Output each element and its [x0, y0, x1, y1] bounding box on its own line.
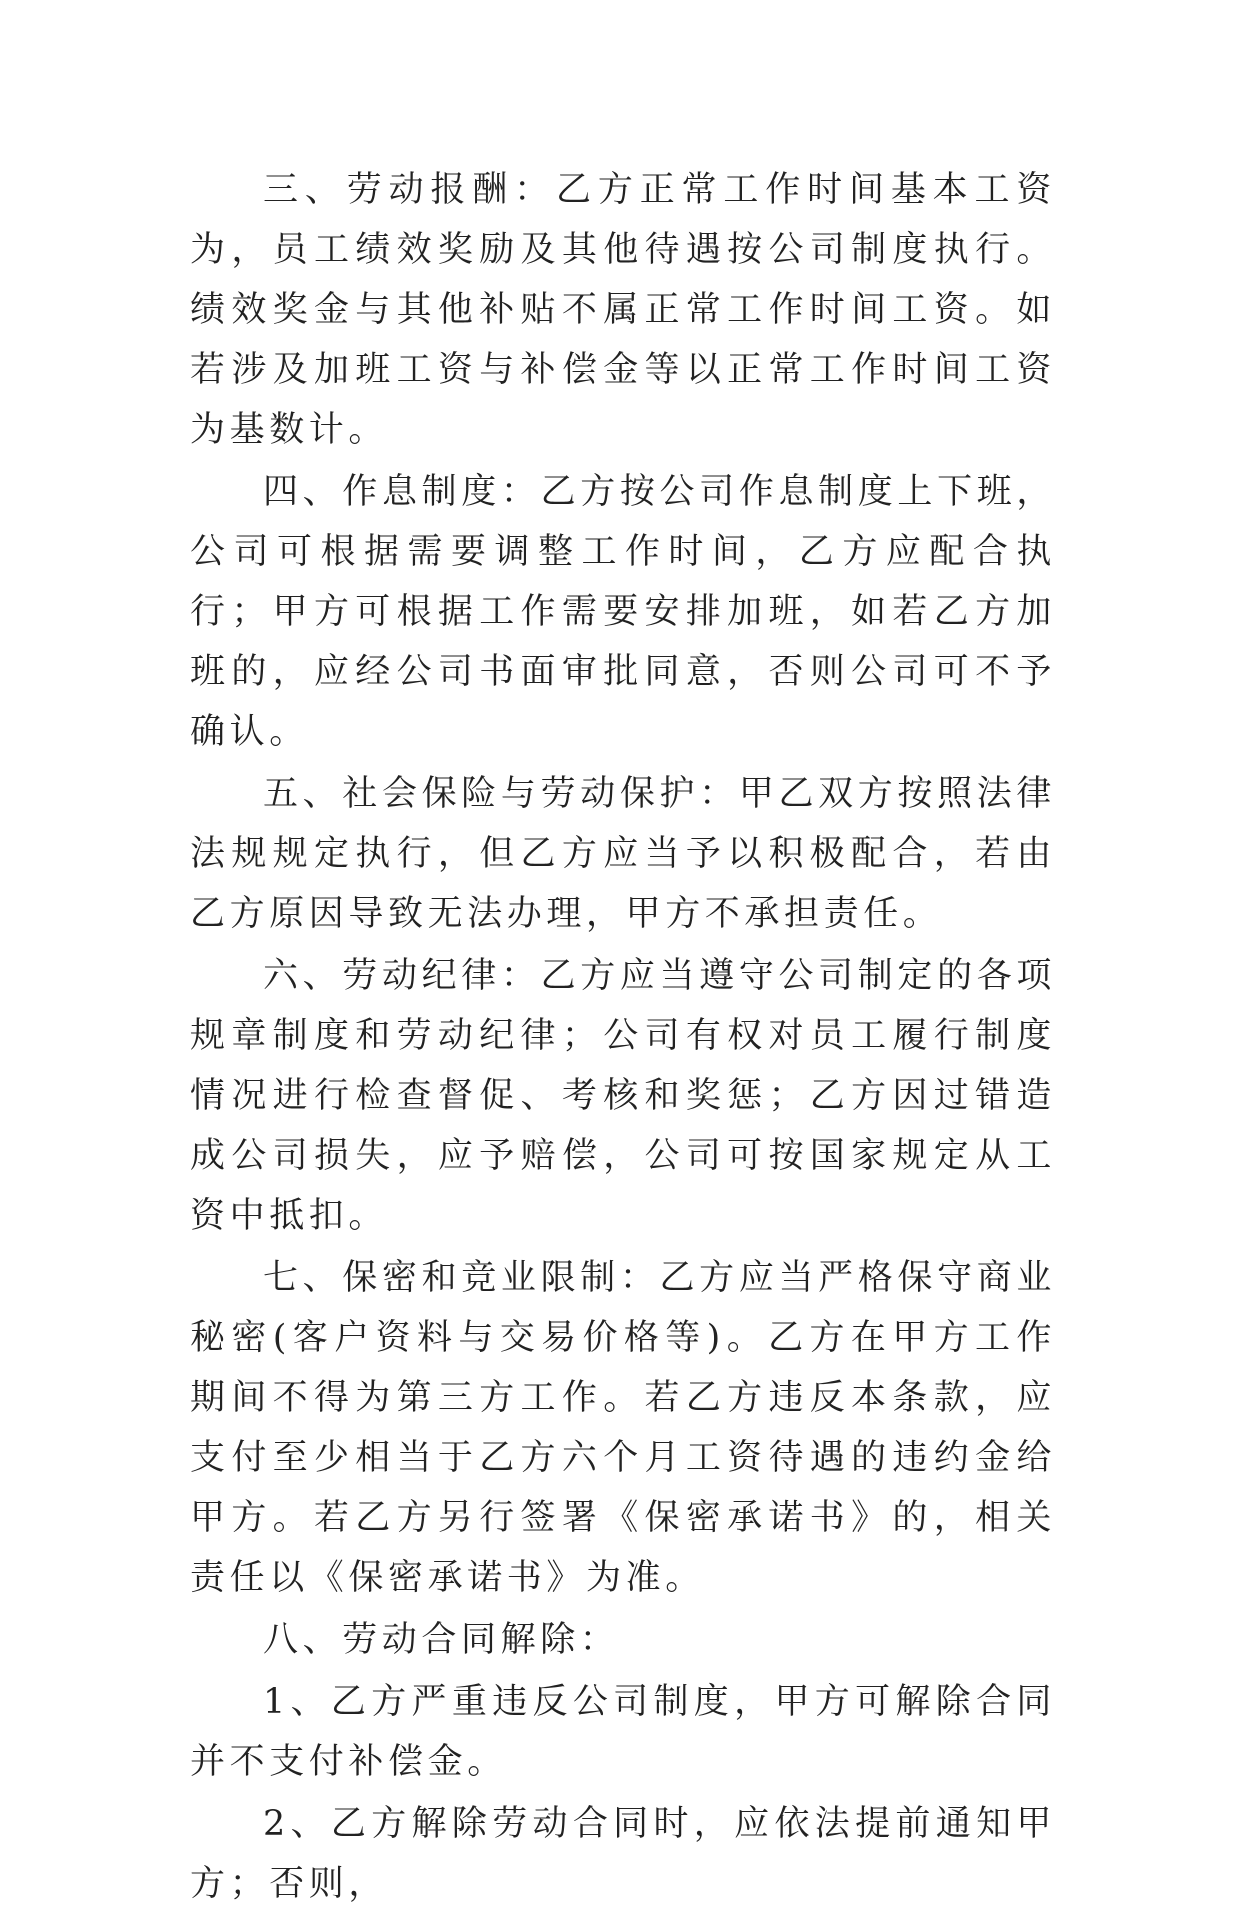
paragraph-work-schedule: 四、作息制度：乙方按公司作息制度上下班，公司可根据需要调整工作时间，乙方应配合执行；甲方可根据工作需要安排加班，如若乙方加班的，应经公司书面审批同意，否则公司可不予确认。: [190, 472, 1056, 752]
paragraph-termination-item-1: 1、乙方严重违反公司制度，甲方可解除合同并不支付补偿金。: [190, 1682, 1056, 1782]
paragraph-termination-item-2: 2、乙方解除劳动合同时，应依法提前通知甲方；否则，: [190, 1804, 1056, 1904]
paragraph-confidentiality: 七、保密和竞业限制：乙方应当严格保守商业秘密(客户资料与交易价格等)。乙方在甲方工作期间不得为第三方工作。若乙方违反本条款，应支付至少相当于乙方六个月工资待遇的违约金给甲方。若乙方另行签署《保密承诺书》的，相关责任以《保密承诺书》为准。: [190, 1258, 1056, 1598]
paragraph-labor-remuneration: 三、劳动报酬：乙方正常工作时间基本工资为，员工绩效奖励及其他待遇按公司制度执行。绩效奖金与其他补贴不属正常工作时间工资。如若涉及加班工资与补偿金等以正常工作时间工资为基数计。: [190, 170, 1056, 450]
paragraph-contract-termination-heading: 八、劳动合同解除：: [263, 1620, 620, 1660]
paragraph-social-insurance: 五、社会保险与劳动保护：甲乙双方按照法律法规规定执行，但乙方应当予以积极配合，若由乙方原因导致无法办理，甲方不承担责任。: [190, 774, 1056, 934]
document-body: [190, 160, 1056, 1916]
paragraph-labor-discipline: 六、劳动纪律：乙方应当遵守公司制定的各项规章制度和劳动纪律；公司有权对员工履行制度情况进行检查督促、考核和奖惩；乙方因过错造成公司损失，应予赔偿，公司可按国家规定从工资中抵扣。: [190, 956, 1056, 1236]
